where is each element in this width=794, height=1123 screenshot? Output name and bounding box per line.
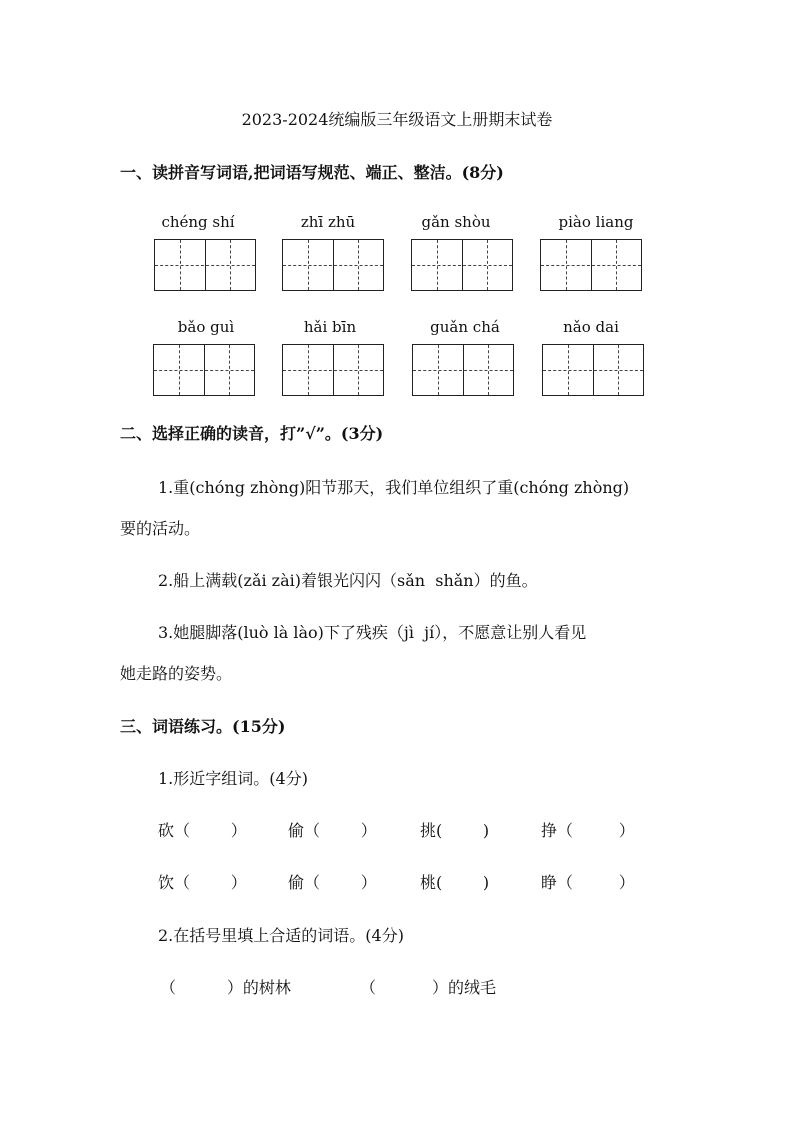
writing-grid[interactable] xyxy=(542,344,644,396)
writing-grid[interactable] xyxy=(540,239,642,291)
question-3: 3.她腿脚落(luò là lào)下了残疾（jì jí），不愿意让别人看见 xyxy=(158,623,587,642)
word-blank[interactable]: 饮（ ） xyxy=(158,873,247,892)
word-blank[interactable]: 桃( ) xyxy=(420,873,490,892)
pinyin-label: piào liang xyxy=(558,213,634,231)
subquestion-1: 1.形近字组词。(4分) xyxy=(158,769,308,788)
section1-heading: 一、读拼音写词语,把词语写规范、端正、整洁。(8分) xyxy=(120,163,504,182)
question-1: 1.重(chóng zhòng)阳节那天，我们单位组织了重(chóng zhòng) xyxy=(158,478,630,497)
pinyin-label: hǎi bīn xyxy=(303,318,357,336)
word-blank[interactable]: 挣（ ） xyxy=(541,821,635,840)
word-blank[interactable]: 睁（ ） xyxy=(541,873,635,892)
pinyin-label: gǎn shòu xyxy=(421,213,491,231)
section3-heading: 三、词语练习。(15分) xyxy=(120,717,286,736)
word-blank[interactable]: 偷（ ） xyxy=(288,873,377,892)
pinyin-label: nǎo dai xyxy=(563,318,619,336)
fill-blank[interactable]: （ ）的绒毛 xyxy=(360,978,496,997)
word-blank[interactable]: 挑( ) xyxy=(420,821,490,840)
writing-grid[interactable] xyxy=(154,239,256,291)
word-blank[interactable]: 砍（ ） xyxy=(158,821,247,840)
pinyin-label: bǎo guì xyxy=(177,318,235,336)
writing-grid[interactable] xyxy=(282,239,384,291)
word-blank[interactable]: 偷（ ） xyxy=(288,821,377,840)
fill-blank[interactable]: （ ）的树林 xyxy=(160,978,291,997)
question-2: 2.船上满载(zǎi zài)着银光闪闪（sǎn shǎn）的鱼。 xyxy=(158,571,538,590)
question-3-cont: 她走路的姿势。 xyxy=(120,664,233,683)
page-title: 2023-2024统编版三年级语文上册期末试卷 xyxy=(241,110,553,129)
section2-heading: 二、选择正确的读音，打”√”。(3分) xyxy=(120,424,384,443)
writing-grid[interactable] xyxy=(153,344,255,396)
question-1-cont: 要的活动。 xyxy=(120,519,201,538)
pinyin-label: guǎn chá xyxy=(430,318,500,336)
pinyin-label: zhī zhū xyxy=(300,213,356,231)
pinyin-label: chéng shí xyxy=(161,213,235,231)
writing-grid[interactable] xyxy=(411,239,513,291)
writing-grid[interactable] xyxy=(282,344,384,396)
subquestion-2: 2.在括号里填上合适的词语。(4分) xyxy=(158,926,404,945)
writing-grid[interactable] xyxy=(412,344,514,396)
